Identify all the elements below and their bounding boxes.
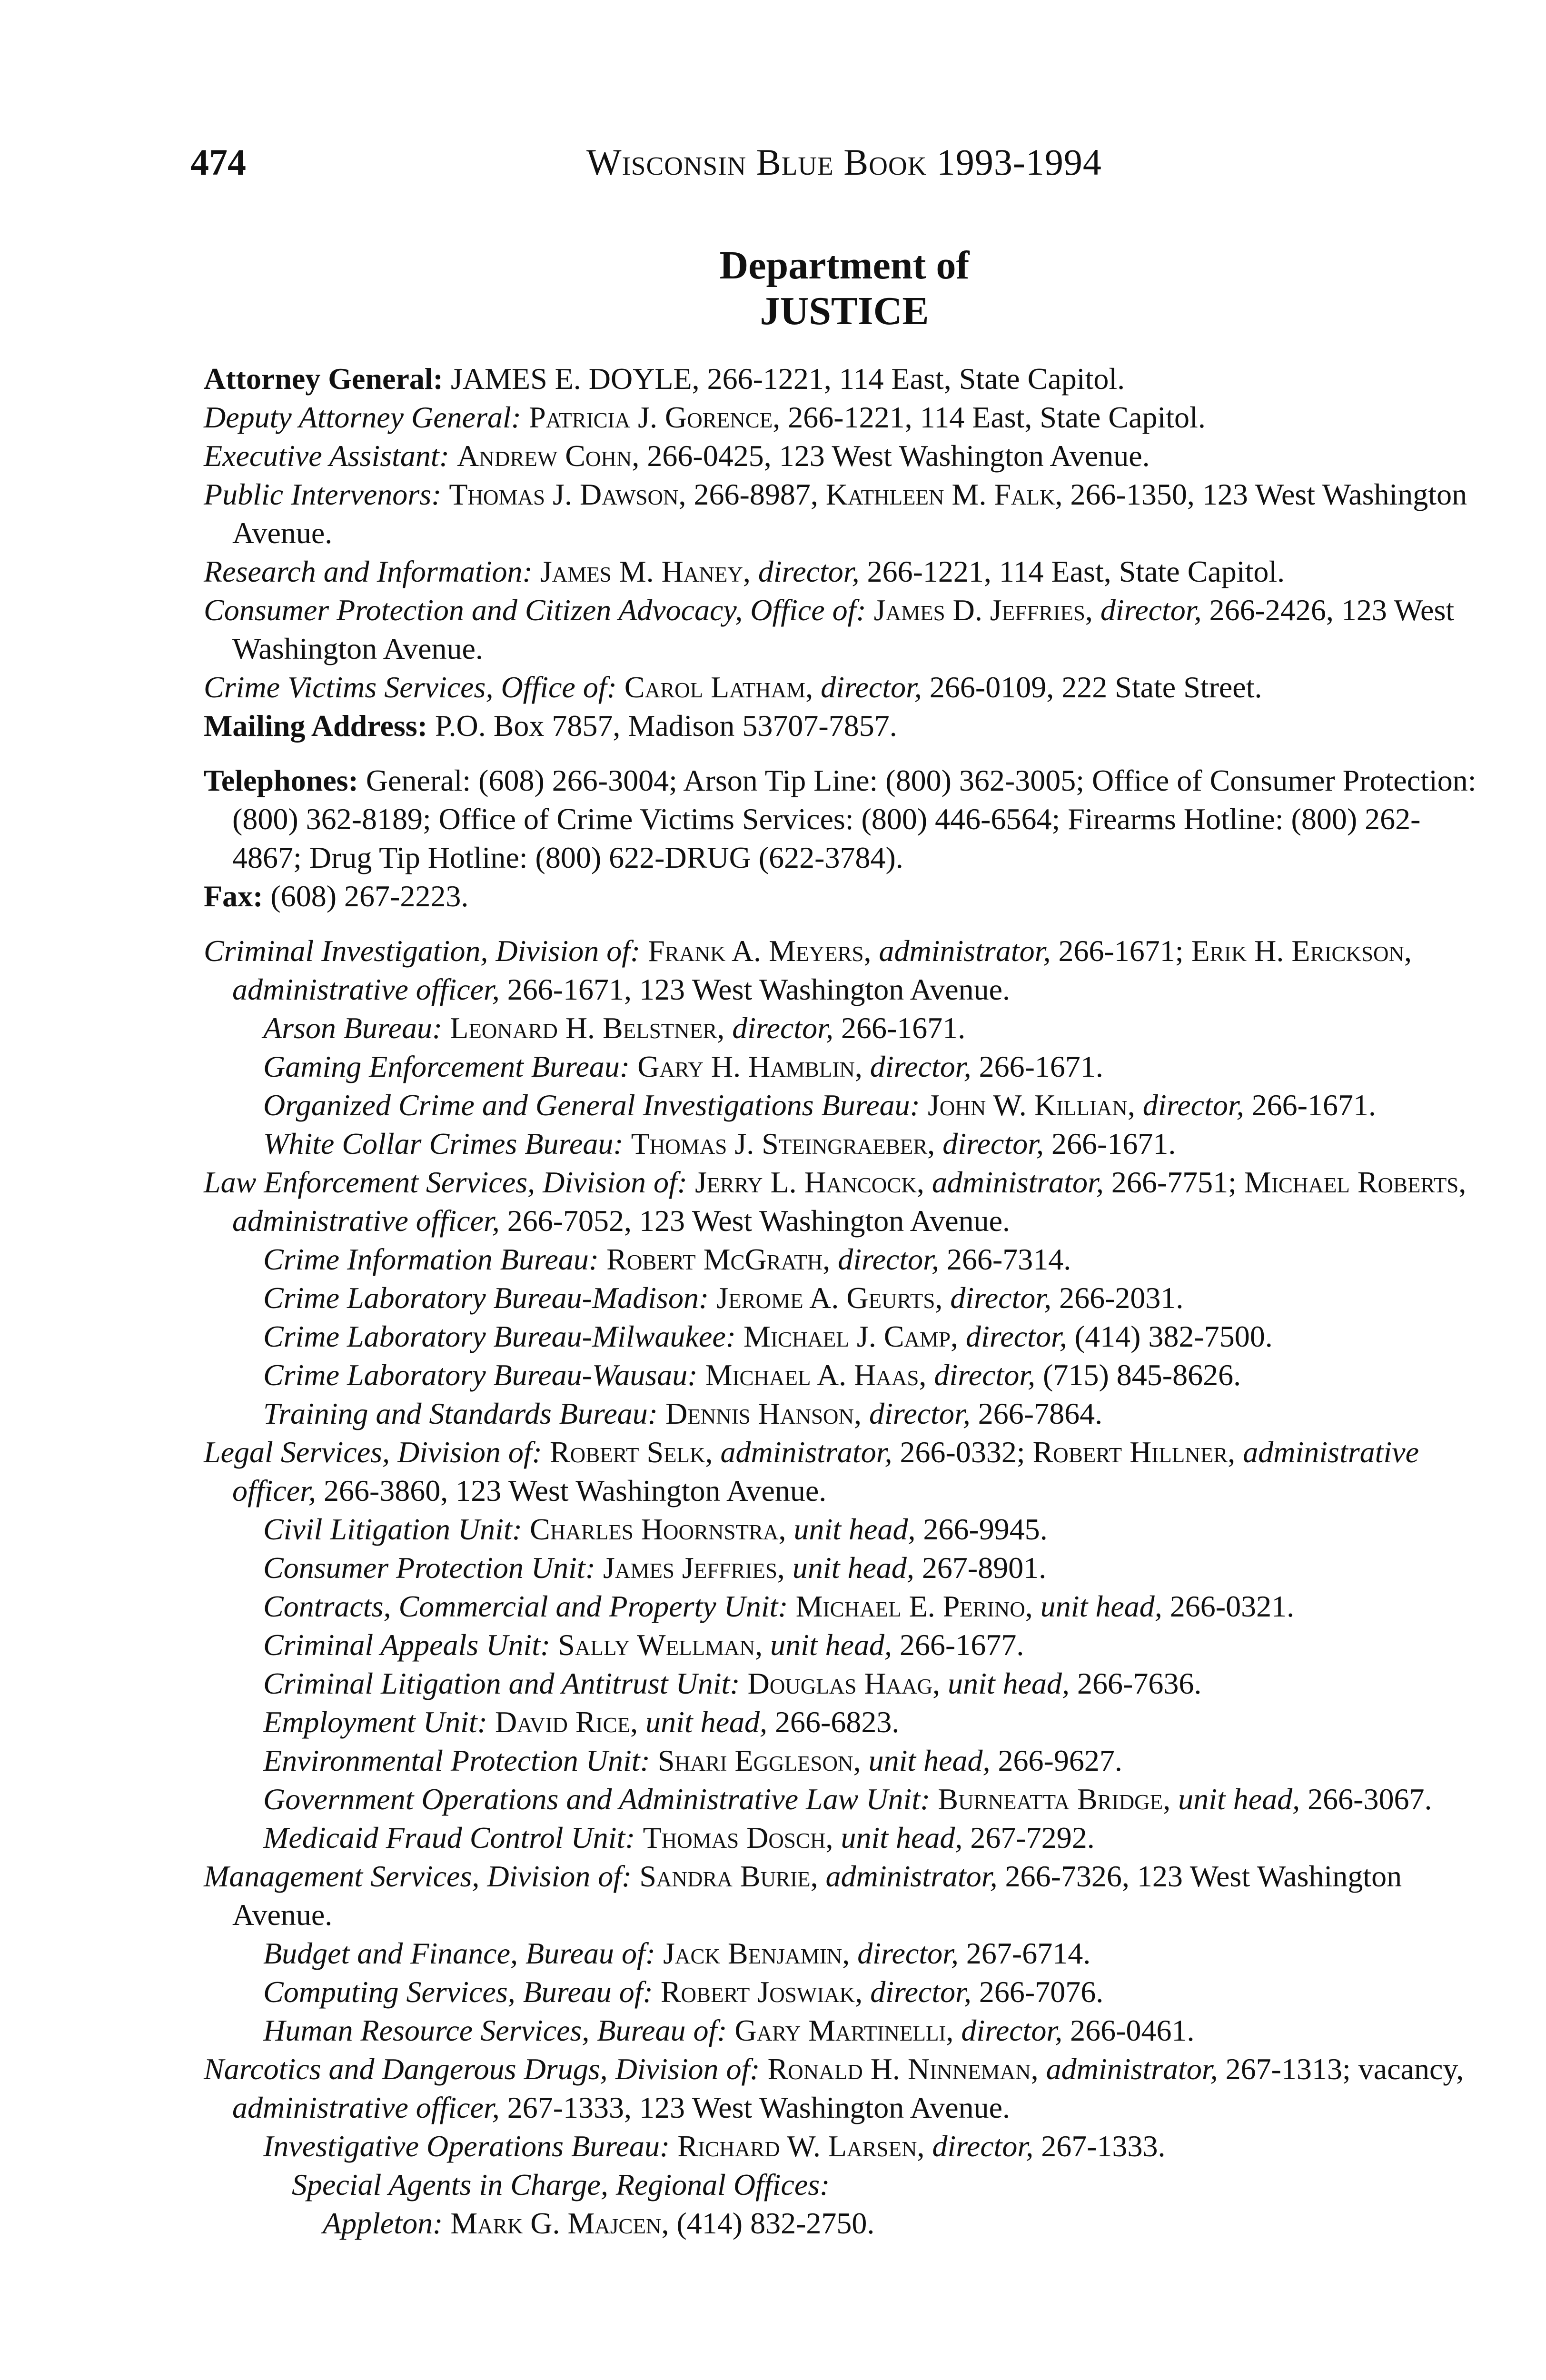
unit-criminal-appeals: Criminal Appeals Unit: Sally Wellman, unit head, 266-1677. <box>263 1628 1024 1662</box>
entry-name: Shari Eggleson <box>657 1744 853 1777</box>
entry-label: Special Agents in Charge, Regional Offices: <box>292 2168 830 2202</box>
regional-offices-heading <box>292 2165 1489 2204</box>
entry-label: Legal Services, Division of: <box>204 1435 542 1469</box>
entry-label: Human Resource Services, Bureau of: <box>263 2013 727 2047</box>
division-legal-services: Legal Services, Division of: Robert Selk, administrator, 266-0332; Robert Hillner, administrative officer, 266-3860, 123 West Washington Avenue. <box>204 1435 1419 1507</box>
entry-text: 266-3067. <box>1308 1782 1432 1816</box>
entry-text: 267-7292. <box>970 1821 1095 1854</box>
entry-name: Thomas J. Dawson <box>449 477 679 511</box>
entry-text: 267-8901. <box>922 1551 1047 1585</box>
entry-text: 266-1671. <box>979 1050 1103 1083</box>
entry-label: Environmental Protection Unit: <box>263 1744 650 1777</box>
entry-name-2: Kathleen M. Falk <box>825 477 1055 511</box>
running-header: Wisconsin Blue Book 1993-1994 <box>586 141 1102 183</box>
entry-text: 267-1333. <box>1041 2129 1166 2163</box>
regional-office-appleton <box>323 2204 1489 2242</box>
entry-role: unit head, <box>841 1821 963 1854</box>
mailing-label: Mailing Address: <box>204 709 427 743</box>
bureau-crime-information: Crime Information Bureau: Robert McGrath, director, 266-7314. <box>263 1242 1071 1276</box>
entry-name: Frank A. Meyers <box>648 934 864 968</box>
directory-content <box>204 359 1489 2242</box>
entry-text: 267-1313; vacancy, <box>1225 2052 1464 2086</box>
unit-medicaid-fraud-control: Medicaid Fraud Control Unit: Thomas Dosch, unit head, 267-7292. <box>263 1821 1095 1854</box>
entry-name: Andrew Cohn <box>457 439 632 473</box>
entry-role: director, <box>732 1011 833 1045</box>
fax-number: (608) 267-2223. <box>270 879 469 913</box>
entry-name: David Rice <box>495 1705 631 1739</box>
entry-text: 266-1677. <box>900 1628 1024 1662</box>
unit-criminal-litigation-antitrust: Criminal Litigation and Antitrust Unit: Douglas Haag, unit head, 266-7636. <box>263 1666 1202 1700</box>
entry-role: unit head, <box>868 1744 991 1777</box>
entry-label: Criminal Litigation and Antitrust Unit: <box>263 1666 740 1700</box>
entry-name: Patricia J. Gorence <box>529 400 773 434</box>
entry-label: Consumer Protection and Citizen Advocacy, Office of: <box>204 593 866 627</box>
entry-text-2: 266-7052, 123 West Washington Avenue. <box>507 1204 1010 1238</box>
bureau-training-standards: Training and Standards Bureau: Dennis Hanson, director, 266-7864. <box>263 1397 1103 1430</box>
entry-name-2: Michael Roberts <box>1244 1165 1459 1199</box>
entry-name: Douglas Haag <box>747 1666 933 1700</box>
executive-assistant-entry <box>204 436 1489 475</box>
entry-role: administrator, <box>720 1435 892 1469</box>
entry-name: Gary H. Hamblin <box>637 1050 855 1083</box>
entry-text: 266-9945. <box>923 1512 1048 1546</box>
entry-text: (414) 382-7500. <box>1074 1319 1273 1353</box>
entry-text: 266-1221, 114 East, State Capitol. <box>867 555 1285 588</box>
division-narcotics-dangerous-drugs: Narcotics and Dangerous Drugs, Division of: Ronald H. Ninneman, administrator, 267-1313; vacancy, administrative officer, 267-1333, 123 West Washington Avenue. <box>204 2052 1464 2124</box>
department-heading <box>0 243 1546 334</box>
entry-role-2: administrative officer, <box>232 2091 500 2124</box>
entry-name: Richard W. Larsen <box>677 2129 917 2163</box>
entry-label: Government Operations and Administrative Law Unit: <box>263 1782 931 1816</box>
entry-label: Crime Laboratory Bureau-Milwaukee: <box>263 1319 736 1353</box>
bureau-organized-crime: Organized Crime and General Investigations Bureau: John W. Killian, director, 266-1671. <box>263 1088 1376 1122</box>
entry-text: 266-2426, 123 West Washington Avenue. <box>232 593 1455 665</box>
department-heading-line1: Department of <box>719 243 970 288</box>
entry-name: Ronald H. Ninneman <box>767 2052 1031 2086</box>
entry-name-2: Erik H. Erickson <box>1191 934 1405 968</box>
entry-label: Medicaid Fraud Control Unit: <box>263 1821 635 1854</box>
entry-label: Investigative Operations Bureau: <box>263 2129 670 2163</box>
entry-role-2: administrative officer, <box>232 972 500 1006</box>
entry-role: director, <box>758 555 860 588</box>
entry-text: 266-7314. <box>946 1242 1071 1276</box>
entry-text-2: , 266-1350, 123 West Washington Avenue. <box>232 477 1467 550</box>
entry-role: administrator, <box>1046 2052 1218 2086</box>
bureau-human-resource-services: Human Resource Services, Bureau of: Gary Martinelli, director, 266-0461. <box>263 2013 1195 2047</box>
entry-name-2: Robert Hillner <box>1032 1435 1228 1469</box>
entry-text: , 266-1221, 114 East, State Capitol. <box>773 400 1206 434</box>
entry-name: Michael E. Perino <box>795 1589 1025 1623</box>
entry-role-2: administrative officer, <box>232 1435 1419 1507</box>
unit-employment: Employment Unit: David Rice, unit head, 266-6823. <box>263 1705 900 1739</box>
entry-name: Michael J. Camp <box>743 1319 951 1353</box>
entry-name: Robert Joswiak <box>660 1975 855 2009</box>
entry-role: director, <box>1142 1088 1244 1122</box>
entry-label: Criminal Investigation, Division of: <box>204 934 641 968</box>
entry-label: Employment Unit: <box>263 1705 487 1739</box>
entry-role: unit head, <box>793 1512 916 1546</box>
entry-name: Leonard H. Belstner <box>450 1011 717 1045</box>
entry-text: , 266-0425, 123 West Washington Avenue. <box>632 439 1150 473</box>
entry-role: unit head, <box>948 1666 1070 1700</box>
entry-label: Contracts, Commercial and Property Unit: <box>263 1589 788 1623</box>
entry-name: Thomas Dosch <box>643 1821 826 1854</box>
page-number: 474 <box>190 141 246 183</box>
entry-text: 266-0109, 222 State Street. <box>929 670 1262 704</box>
entry-text: 266-7864. <box>978 1397 1103 1430</box>
entry-label: Law Enforcement Services, Division of: <box>204 1165 688 1199</box>
entry-label: Consumer Protection Unit: <box>263 1551 595 1585</box>
entry-name: Burneatta Bridge <box>938 1782 1163 1816</box>
entry-label: Crime Information Bureau: <box>263 1242 599 1276</box>
entry-role: director, <box>942 1127 1044 1160</box>
entry-text: 266-0461. <box>1070 2013 1195 2047</box>
fax-entry <box>204 877 1489 915</box>
entry-text-2: 266-1671, 123 West Washington Avenue. <box>507 972 1010 1006</box>
entry-label: Executive Assistant: <box>204 439 449 473</box>
entry-label: Crime Laboratory Bureau-Madison: <box>263 1281 709 1315</box>
unit-consumer-protection: Consumer Protection Unit: James Jeffries, unit head, 267-8901. <box>263 1551 1047 1585</box>
entry-label: Narcotics and Dangerous Drugs, Division of: <box>204 2052 760 2086</box>
fax-label: Fax: <box>204 879 263 913</box>
telephones-text: General: (608) 266-3004; Arson Tip Line: (800) 362-3005; Office of Consumer Protection: (800) 362-8189; Office of Crime Victims Services: (800) 446-6564; Firearms Hotline: (800) 262-4867; Drug Tip Hotline: (800) 622-DRUG (622-3784). <box>232 764 1477 874</box>
entry-text-2: 266-3860, 123 West Washington Avenue. <box>323 1474 827 1507</box>
entry-text: 266-9627. <box>998 1744 1122 1777</box>
department-heading-line2: JUSTICE <box>760 289 929 333</box>
entry-name: Sandra Burie <box>639 1859 811 1893</box>
entry-name: Carol Latham <box>624 670 806 704</box>
entry-label: Management Services, Division of: <box>204 1859 632 1893</box>
entry-label: Training and Standards Bureau: <box>263 1397 658 1430</box>
entry-name: Thomas J. Steingraeber <box>631 1127 928 1160</box>
bureau-investigative-operations: Investigative Operations Bureau: Richard W. Larsen, director, 267-1333. <box>263 2129 1166 2163</box>
entry-text: 266-0321. <box>1169 1589 1295 1623</box>
entry-name: Michael A. Haas <box>705 1358 919 1392</box>
entry-name: Robert McGrath <box>606 1242 823 1276</box>
entry-label: Crime Laboratory Bureau-Wausau: <box>263 1358 698 1392</box>
deputy-attorney-general-entry <box>204 398 1489 436</box>
attorney-general-entry <box>204 359 1489 398</box>
entry-label: Criminal Appeals Unit: <box>263 1628 551 1662</box>
entry-role: director, <box>857 1936 959 1970</box>
entry-text: 266-7636. <box>1077 1666 1202 1700</box>
entry-text: 266-1671. <box>841 1011 966 1045</box>
entry-role: unit head, <box>770 1628 892 1662</box>
entry-text: 266-1671. <box>1251 1088 1376 1122</box>
entry-label: Public Intervenors: <box>204 477 442 511</box>
entry-name: James Jeffries <box>603 1551 777 1585</box>
entry-label: White Collar Crimes Bureau: <box>263 1127 624 1160</box>
entry-label: Deputy Attorney General: <box>204 400 522 434</box>
entry-name: Sally Wellman <box>558 1628 755 1662</box>
unit-contracts-commercial-property: Contracts, Commercial and Property Unit: Michael E. Perino, unit head, 266-0321. <box>263 1589 1295 1623</box>
mailing-address-entry <box>204 706 1489 745</box>
entry-text: 266-7326, 123 West Washington Avenue. <box>232 1859 1402 1932</box>
entry-text: , 266-8987, <box>678 477 826 511</box>
entry-role-2: administrative officer, <box>232 1204 500 1238</box>
entry-name: Jerry L. Hancock <box>695 1165 917 1199</box>
entry-name: Jack Benjamin <box>663 1936 842 1970</box>
public-intervenors-entry <box>204 475 1489 552</box>
entry-role: administrator, <box>879 934 1051 968</box>
entry-label: Budget and Finance, Bureau of: <box>263 1936 656 1970</box>
unit-government-operations: Government Operations and Administrative Law Unit: Burneatta Bridge, unit head, 266-3067. <box>263 1782 1432 1816</box>
division-management-services: Management Services, Division of: Sandra Burie, administrator, 266-7326, 123 West Washington Avenue. <box>204 1859 1402 1932</box>
entry-text: 266-6823. <box>775 1705 900 1739</box>
entry-name: James M. Haney <box>540 555 743 588</box>
bureau-crime-lab-milwaukee: Crime Laboratory Bureau-Milwaukee: Michael J. Camp, director, (414) 382-7500. <box>263 1319 1273 1353</box>
entry-role: director, <box>934 1358 1036 1392</box>
entry-role: unit head, <box>1178 1782 1300 1816</box>
entry-label: Arson Bureau: <box>263 1011 443 1045</box>
entry-text: 266-7751; <box>1111 1165 1244 1199</box>
telephones-label: Telephones: <box>204 764 358 797</box>
entry-role: director, <box>821 670 922 704</box>
entry-text-2: 267-1333, 123 West Washington Avenue. <box>507 2091 1010 2124</box>
entry-text: JAMES E. DOYLE, 266-1221, 114 East, State Capitol. <box>450 362 1125 396</box>
entry-name: John W. Killian <box>927 1088 1128 1122</box>
entry-role: director, <box>950 1281 1052 1315</box>
entry-role: director, <box>961 2013 1063 2047</box>
entry-text: 266-1671; <box>1058 934 1191 968</box>
entry-text: 266-1671. <box>1051 1127 1176 1160</box>
entry-text: 267-6714. <box>966 1936 1091 1970</box>
mailing-address: P.O. Box 7857, Madison 53707-7857. <box>435 709 897 743</box>
entry-role: unit head, <box>645 1705 768 1739</box>
bureau-gaming-enforcement: Gaming Enforcement Bureau: Gary H. Hamblin, director, 266-1671. <box>263 1050 1103 1083</box>
entry-role: director, <box>870 1050 971 1083</box>
entry-text: , (414) 832-2750. <box>661 2206 875 2240</box>
entry-name: Jerome A. Geurts <box>716 1281 935 1315</box>
division-law-enforcement: Law Enforcement Services, Division of: Jerry L. Hancock, administrator, 266-7751; Michael Roberts, administrative officer, 266-7052, 123 West Washington Avenue. <box>204 1165 1467 1238</box>
entry-text: 266-0332; <box>900 1435 1033 1469</box>
entry-name: Charles Hoornstra <box>530 1512 779 1546</box>
entry-label: Computing Services, Bureau of: <box>263 1975 653 2009</box>
entry-name: Gary Martinelli <box>734 2013 946 2047</box>
bureau-computing-services: Computing Services, Bureau of: Robert Joswiak, director, 266-7076. <box>263 1975 1104 2009</box>
division-criminal-investigation: Criminal Investigation, Division of: Frank A. Meyers, administrator, 266-1671; Erik H. Erickson, administrative officer, 266-1671, 123 West Washington Avenue. <box>204 934 1412 1006</box>
bureau-crime-lab-madison: Crime Laboratory Bureau-Madison: Jerome A. Geurts, director, 266-2031. <box>263 1281 1184 1315</box>
entry-name: James D. Jeffries <box>873 593 1085 627</box>
entry-label: Research and Information: <box>204 555 533 588</box>
telephones-entry <box>204 761 1489 877</box>
entry-text: 266-2031. <box>1059 1281 1184 1315</box>
entry-text: 266-7076. <box>979 1975 1104 2009</box>
research-information-entry: Research and Information: James M. Haney, director, 266-1221, 114 East, State Capitol. <box>204 555 1285 588</box>
entry-text: (715) 845-8626. <box>1043 1358 1241 1392</box>
entry-name: Robert Selk <box>549 1435 705 1469</box>
unit-environmental-protection: Environmental Protection Unit: Shari Eggleson, unit head, 266-9627. <box>263 1744 1122 1777</box>
unit-civil-litigation: Civil Litigation Unit: Charles Hoornstra, unit head, 266-9945. <box>263 1512 1048 1546</box>
bureau-white-collar-crimes: White Collar Crimes Bureau: Thomas J. Steingraeber, director, 266-1671. <box>263 1127 1176 1160</box>
entry-role: administrator, <box>932 1165 1104 1199</box>
entry-role: unit head, <box>792 1551 914 1585</box>
entry-role: director, <box>870 1975 971 2009</box>
entry-name: Dennis Hanson <box>665 1397 854 1430</box>
bureau-arson: Arson Bureau: Leonard H. Belstner, director, 266-1671. <box>263 1011 966 1045</box>
entry-role: administrator, <box>825 1859 998 1893</box>
bureau-crime-lab-wausau: Crime Laboratory Bureau-Wausau: Michael A. Haas, director, (715) 845-8626. <box>263 1358 1241 1392</box>
crime-victims-office-entry: Crime Victims Services, Office of: Carol Latham, director, 266-0109, 222 State Street. <box>204 670 1262 704</box>
entry-label: Attorney General: <box>204 362 443 396</box>
entry-role: director, <box>966 1319 1067 1353</box>
entry-role: director, <box>869 1397 971 1430</box>
entry-label: Organized Crime and General Investigations Bureau: <box>263 1088 920 1122</box>
bureau-budget-finance: Budget and Finance, Bureau of: Jack Benjamin, director, 267-6714. <box>263 1936 1091 1970</box>
consumer-protection-office-entry: Consumer Protection and Citizen Advocacy, Office of: James D. Jeffries, director, 266-2426, 123 West Washington Avenue. <box>204 593 1455 665</box>
entry-label: Gaming Enforcement Bureau: <box>263 1050 630 1083</box>
entry-role: director, <box>838 1242 939 1276</box>
entry-role: director, <box>932 2129 1034 2163</box>
entry-name: Mark G. Majcen <box>450 2206 662 2240</box>
entry-role: unit head, <box>1040 1589 1162 1623</box>
entry-role: director, <box>1100 593 1202 627</box>
entry-label: Appleton: <box>323 2206 443 2240</box>
entry-label: Crime Victims Services, Office of: <box>204 670 617 704</box>
entry-label: Civil Litigation Unit: <box>263 1512 523 1546</box>
